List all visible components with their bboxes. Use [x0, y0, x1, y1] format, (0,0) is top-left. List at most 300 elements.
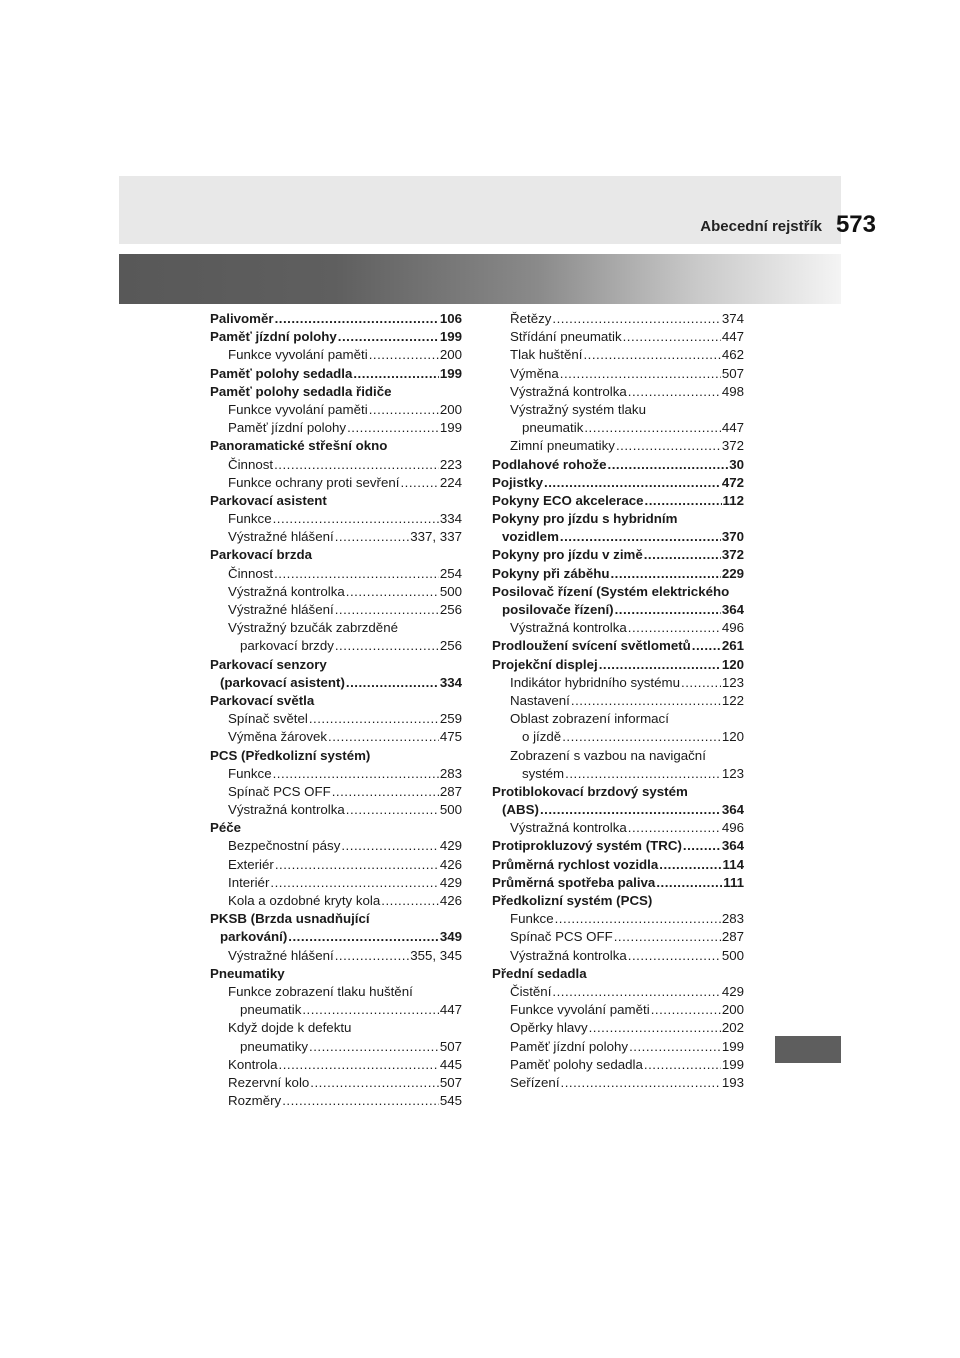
- dot-leader: [335, 528, 410, 546]
- index-entry: [210, 456, 462, 474]
- dot-leader: [659, 856, 721, 874]
- index-entry-page: 256: [439, 638, 462, 654]
- index-entry: [210, 837, 462, 855]
- index-entry: [210, 637, 462, 655]
- dot-leader: [335, 601, 439, 619]
- index-entry: [210, 856, 462, 874]
- index-entry-page: 122: [721, 692, 744, 708]
- index-entry-page: 334: [439, 511, 462, 527]
- index-entry: [492, 892, 744, 910]
- dot-leader: [310, 1074, 439, 1092]
- index-entry-text: Spínač světel: [228, 711, 308, 727]
- index-entry-page: 123: [721, 765, 744, 781]
- index-entry: [210, 492, 462, 510]
- index-entry: [210, 765, 462, 783]
- index-entry: [492, 1056, 744, 1074]
- dot-leader: [346, 801, 439, 819]
- index-entry-text: Střídání pneumatik: [510, 329, 622, 345]
- index-entry: [492, 601, 744, 619]
- index-entry-page: 447: [721, 420, 744, 436]
- index-entry-page: 112: [722, 492, 744, 508]
- index-entry-page: 507: [439, 1074, 462, 1090]
- index-entry-text: Péče: [210, 820, 242, 836]
- dot-leader: [540, 801, 721, 819]
- index-entry: [492, 692, 744, 710]
- index-entry: [210, 983, 462, 1001]
- index-entry: [492, 856, 744, 874]
- index-entry-text: (ABS): [502, 802, 539, 818]
- index-entry-text: Prodloužení svícení světlometů: [492, 638, 691, 654]
- index-entry: [210, 619, 462, 637]
- index-entry-page: 254: [439, 565, 462, 581]
- index-entry-text: Výměna: [510, 365, 559, 381]
- dot-leader: [656, 874, 722, 892]
- index-entry-text: Funkce zobrazení tlaku huštění: [228, 983, 413, 999]
- index-entry-text: Paměť polohy sedadla: [210, 365, 353, 381]
- dot-leader: [273, 765, 439, 783]
- index-entry: [210, 365, 462, 383]
- index-entry-page: 498: [721, 383, 744, 399]
- index-entry-page: 372: [721, 547, 744, 563]
- index-entry-text: Pokyny pro jízdu v zimě: [492, 547, 643, 563]
- index-entry-text: Funkce vyvolání paměti: [228, 401, 368, 417]
- index-entry-text: PCS (Předkolizní systém): [210, 747, 371, 763]
- index-entry: [210, 1074, 462, 1092]
- index-entry: [210, 510, 462, 528]
- index-entry: [492, 728, 744, 746]
- index-entry: [492, 346, 744, 364]
- index-entry-page: 106: [439, 311, 462, 326]
- index-entry-page: 496: [721, 620, 744, 636]
- index-entry: [210, 1056, 462, 1074]
- index-entry: [492, 947, 744, 965]
- index-entry-page: 224: [439, 474, 462, 490]
- dot-leader: [681, 674, 721, 692]
- index-entry-page: 374: [721, 311, 744, 326]
- dot-leader: [279, 1056, 439, 1074]
- index-entry-page: 30: [729, 456, 744, 472]
- index-entry-page: 426: [439, 856, 462, 872]
- dot-leader: [552, 983, 720, 1001]
- index-entry: [492, 710, 744, 728]
- dot-leader: [400, 474, 438, 492]
- dot-leader: [328, 728, 439, 746]
- index-entry: [210, 474, 462, 492]
- index-entry-text: Předkolizní systém (PCS): [492, 893, 653, 908]
- index-entry-text: posilovače řízení): [502, 602, 614, 617]
- index-entry-text: Výstražný systém tlaku: [510, 401, 646, 417]
- index-entry-text: Opěrky hlavy: [510, 1020, 588, 1036]
- index-entry: [210, 383, 462, 401]
- index-entry-text: Pojistky: [492, 474, 543, 490]
- dot-leader: [644, 1056, 721, 1074]
- index-entry-page: 496: [721, 820, 744, 836]
- index-entry: [210, 874, 462, 892]
- index-entry-text: Činnost: [228, 565, 274, 581]
- index-entry-text: Paměť jízdní polohy: [228, 420, 347, 436]
- index-entry: [492, 747, 744, 765]
- index-entry: [492, 383, 744, 401]
- dot-leader: [288, 928, 439, 946]
- index-entry-text: Funkce vyvolání paměti: [228, 347, 368, 363]
- dot-leader: [309, 1038, 439, 1056]
- index-entry-page: 199: [439, 420, 462, 436]
- index-entry-page: 199: [439, 329, 462, 345]
- index-entry-text: Funkce: [510, 911, 554, 927]
- index-entry: [492, 910, 744, 928]
- index-entry: [210, 1019, 462, 1037]
- index-entry-text: PKSB (Brzda usnadňující: [210, 911, 370, 927]
- index-entry-text: parkování): [220, 929, 288, 945]
- index-entry: [492, 619, 744, 637]
- index-entry: [210, 1092, 462, 1110]
- header-gradient-bar: [119, 254, 841, 304]
- index-entry-text: Spínač PCS OFF: [228, 783, 331, 799]
- dot-leader: [309, 710, 439, 728]
- dot-leader: [562, 728, 721, 746]
- dot-leader: [565, 765, 721, 783]
- index-entry-text: Kontrola: [228, 1056, 278, 1072]
- index-entry: [210, 546, 462, 564]
- dot-leader: [616, 437, 721, 455]
- index-entry-text: (parkovací asistent): [220, 674, 345, 690]
- index-entry: [492, 765, 744, 783]
- index-entry: [492, 1038, 744, 1056]
- dot-leader: [628, 947, 721, 965]
- index-entry-page: 472: [721, 474, 744, 490]
- index-entry-text: Panoramatické střešní okno: [210, 438, 388, 454]
- index-entry: [492, 674, 744, 692]
- index-entry: [492, 1001, 744, 1019]
- index-entry: [210, 346, 462, 364]
- index-entry-text: pneumatiky: [240, 1038, 308, 1054]
- dot-leader: [560, 528, 721, 546]
- dot-leader: [341, 837, 438, 855]
- dot-leader: [369, 346, 439, 364]
- index-entry-text: Parkovací brzda: [210, 547, 312, 563]
- dot-leader: [644, 546, 721, 564]
- index-entry-text: Výstražná kontrolka: [510, 820, 627, 836]
- index-entry-text: Přední sedadla: [492, 965, 587, 981]
- index-entry-page: 123: [721, 674, 744, 690]
- index-entry: [210, 565, 462, 583]
- index-entry-page: 429: [439, 874, 462, 890]
- index-entry-text: Rezervní kolo: [228, 1074, 310, 1090]
- index-entry: [210, 583, 462, 601]
- index-entry-text: Exteriér: [228, 856, 274, 872]
- index-entry: [210, 437, 462, 455]
- dot-leader: [629, 1038, 721, 1056]
- index-entry-page: 120: [721, 656, 744, 672]
- index-entry-page: 256: [439, 602, 462, 617]
- index-entry-text: Zobrazení s vazbou na navigační: [510, 747, 706, 763]
- index-entry: [210, 947, 462, 965]
- index-entry: [492, 419, 744, 437]
- index-entry-text: Výstražné hlášení: [228, 529, 334, 545]
- dot-leader: [628, 383, 721, 401]
- index-entry-page: 283: [721, 911, 744, 927]
- index-entry-text: Pokyny pro jízdu s hybridním: [492, 511, 678, 527]
- index-entry-page: 223: [439, 456, 462, 472]
- dot-leader: [610, 565, 720, 583]
- index-entry: [492, 637, 744, 655]
- page-header-title: Abecední rejstřík: [700, 218, 822, 235]
- index-entry-page: 337, 337: [410, 529, 462, 545]
- dot-leader: [369, 401, 439, 419]
- dot-leader: [628, 619, 721, 637]
- index-entry: [210, 747, 462, 765]
- index-entry-text: Pneumatiky: [210, 965, 285, 981]
- index-entry-page: 200: [439, 347, 462, 363]
- index-entry-text: Funkce vyvolání paměti: [510, 1002, 650, 1018]
- index-entry: [210, 928, 462, 946]
- index-entry-text: Výstražné hlášení: [228, 602, 334, 617]
- index-entry-text: Výstražná kontrolka: [228, 583, 345, 599]
- index-entry-text: Parkovací světla: [210, 692, 315, 708]
- index-entry-text: Výstražná kontrolka: [510, 383, 627, 399]
- index-entry-text: Průměrná rychlost vozidla: [492, 856, 659, 872]
- index-entry: [492, 965, 744, 983]
- index-entry-page: 364: [721, 838, 744, 854]
- index-entry-text: Tlak huštění: [510, 347, 583, 363]
- dot-leader: [273, 510, 439, 528]
- index-entry-page: 445: [439, 1056, 462, 1072]
- index-entry-page: 462: [721, 347, 744, 363]
- index-entry: [210, 310, 462, 328]
- index-entry-text: Výstražný bzučák zabrzděné: [228, 620, 398, 636]
- index-entry-text: Paměť jízdní polohy: [510, 1038, 629, 1054]
- dot-leader: [302, 1001, 438, 1019]
- dot-leader: [692, 637, 721, 655]
- dot-leader: [274, 456, 439, 474]
- index-entry-page: 111: [723, 874, 744, 890]
- index-entry: [492, 365, 744, 383]
- dot-leader: [332, 783, 439, 801]
- dot-leader: [584, 419, 720, 437]
- index-entry: [492, 328, 744, 346]
- index-entry: [210, 892, 462, 910]
- index-entry-text: Spínač PCS OFF: [510, 929, 613, 945]
- index-entry-text: o jízdě: [522, 729, 562, 745]
- index-entry-text: Nastavení: [510, 692, 570, 708]
- index-entry-text: Projekční displej: [492, 656, 598, 672]
- index-entry-page: 199: [439, 365, 462, 381]
- dot-leader: [608, 456, 729, 474]
- index-entry-text: Podlahové rohože: [492, 456, 607, 472]
- index-entry-text: systém: [522, 765, 565, 781]
- index-entry: [210, 783, 462, 801]
- index-entry-page: 259: [439, 711, 462, 727]
- index-entry: [492, 928, 744, 946]
- index-entry-text: Průměrná spotřeba paliva: [492, 874, 656, 890]
- dot-leader: [628, 819, 721, 837]
- dot-leader: [555, 910, 721, 928]
- index-entry-text: Výstražná kontrolka: [228, 802, 345, 818]
- index-entry-text: pneumatik: [240, 1002, 302, 1018]
- index-entry-text: Čistění: [510, 983, 552, 999]
- index-entry-text: Řetězy: [510, 311, 552, 326]
- index-entry-page: 200: [439, 401, 462, 417]
- index-entry: [210, 656, 462, 674]
- index-entry-page: 372: [721, 438, 744, 454]
- index-entry: [492, 528, 744, 546]
- dot-leader: [651, 1001, 721, 1019]
- index-entry-page: 114: [722, 856, 744, 872]
- index-column-right: [492, 310, 744, 1092]
- index-entry-text: Posilovač řízení (Systém elektrického: [492, 583, 730, 599]
- index-entry: [492, 437, 744, 455]
- index-entry: [210, 728, 462, 746]
- index-entry-text: Výměna žárovek: [228, 729, 328, 745]
- dot-leader: [560, 365, 721, 383]
- index-entry-page: 500: [721, 947, 744, 963]
- index-entry: [210, 1001, 462, 1019]
- dot-leader: [347, 419, 439, 437]
- index-entry: [210, 819, 462, 837]
- index-entry-page: 364: [721, 602, 744, 617]
- index-entry-text: Zimní pneumatiky: [510, 438, 615, 454]
- index-entry: [492, 510, 744, 528]
- dot-leader: [270, 874, 438, 892]
- dot-leader: [335, 947, 410, 965]
- index-entry: [492, 837, 744, 855]
- index-entry-page: 545: [439, 1093, 462, 1109]
- dot-leader: [353, 365, 438, 383]
- index-entry-page: 200: [721, 1002, 744, 1018]
- index-entry-page: 199: [721, 1056, 744, 1072]
- index-entry-text: Pokyny ECO akcelerace: [492, 492, 644, 508]
- index-entry-page: 447: [721, 329, 744, 345]
- dot-leader: [623, 328, 721, 346]
- index-entry-page: 287: [439, 783, 462, 799]
- index-entry-page: 507: [439, 1038, 462, 1054]
- index-entry-page: 370: [721, 529, 744, 545]
- index-entry-text: Protiprokluzový systém (TRC): [492, 838, 682, 854]
- index-entry-text: Výstražná kontrolka: [510, 620, 627, 636]
- index-entry-page: 283: [439, 765, 462, 781]
- dot-leader: [589, 1019, 721, 1037]
- index-entry-page: 349: [439, 929, 462, 945]
- index-entry: [492, 801, 744, 819]
- index-entry: [210, 910, 462, 928]
- index-entry-page: 429: [721, 983, 744, 999]
- index-entry-page: 500: [439, 802, 462, 818]
- index-entry-page: 429: [439, 838, 462, 854]
- index-entry: [210, 1038, 462, 1056]
- dot-leader: [571, 692, 721, 710]
- index-entry-text: Paměť polohy sedadla řidiče: [210, 383, 392, 399]
- index-entry: [492, 583, 744, 601]
- dot-leader: [346, 583, 439, 601]
- index-entry-page: 447: [439, 1002, 462, 1018]
- index-entry-text: pneumatik: [522, 420, 584, 436]
- dot-leader: [275, 856, 439, 874]
- index-entry-page: 507: [721, 365, 744, 381]
- index-entry-text: Kola a ozdobné kryty kola: [228, 893, 381, 908]
- index-entry-page: 287: [721, 929, 744, 945]
- index-entry: [210, 965, 462, 983]
- index-entry-text: Činnost: [228, 456, 274, 472]
- index-entry: [492, 1074, 744, 1092]
- index-entry: [492, 546, 744, 564]
- index-entry-text: Funkce ochrany proti sevření: [228, 474, 400, 490]
- index-entry: [210, 419, 462, 437]
- dot-leader: [346, 674, 439, 692]
- index-entry: [492, 983, 744, 1001]
- index-entry: [492, 1019, 744, 1037]
- dot-leader: [645, 492, 722, 510]
- index-entry: [492, 783, 744, 801]
- index-entry-page: 364: [721, 802, 744, 818]
- dot-leader: [552, 310, 720, 328]
- dot-leader: [683, 837, 721, 855]
- index-entry-text: Interiér: [228, 874, 270, 890]
- index-entry: [492, 492, 744, 510]
- index-entry-text: Palivoměr: [210, 311, 274, 326]
- index-entry-text: Výstražná kontrolka: [510, 947, 627, 963]
- index-entry: [492, 310, 744, 328]
- index-entry-text: Paměť polohy sedadla: [510, 1056, 643, 1072]
- dot-leader: [338, 328, 439, 346]
- index-entry: [492, 401, 744, 419]
- index-entry: [492, 656, 744, 674]
- index-entry: [210, 801, 462, 819]
- page-number: 573: [835, 211, 876, 238]
- index-entry-text: Parkovací senzory: [210, 656, 327, 672]
- index-entry-text: Funkce: [228, 511, 272, 527]
- dot-leader: [274, 565, 439, 583]
- section-thumb-tab: [775, 1036, 841, 1063]
- index-entry-text: Seřízení: [510, 1074, 560, 1090]
- index-entry-page: 334: [439, 674, 462, 690]
- dot-leader: [381, 892, 439, 910]
- index-entry-page: 229: [721, 565, 744, 581]
- dot-leader: [614, 928, 721, 946]
- index-entry-text: parkovací brzdy: [240, 638, 334, 654]
- index-entry-text: Parkovací asistent: [210, 492, 327, 508]
- index-entry-text: Rozměry: [228, 1093, 282, 1109]
- index-entry: [210, 710, 462, 728]
- dot-leader: [282, 1092, 439, 1110]
- index-entry-page: 500: [439, 583, 462, 599]
- index-entry-text: Když dojde k defektu: [228, 1020, 352, 1036]
- index-entry-text: Výstražné hlášení: [228, 947, 334, 963]
- index-entry: [210, 601, 462, 619]
- index-entry-page: 475: [439, 729, 462, 745]
- index-entry: [210, 692, 462, 710]
- index-entry-page: 120: [721, 729, 744, 745]
- dot-leader: [335, 637, 439, 655]
- index-entry: [492, 456, 744, 474]
- index-entry: [492, 474, 744, 492]
- dot-leader: [544, 474, 721, 492]
- index-entry-text: Bezpečnostní pásy: [228, 838, 341, 854]
- dot-leader: [561, 1074, 721, 1092]
- index-entry-text: Oblast zobrazení informací: [510, 711, 669, 727]
- index-entry-page: 426: [439, 893, 462, 908]
- dot-leader: [599, 656, 721, 674]
- index-entry: [210, 528, 462, 546]
- index-entry-text: Funkce: [228, 765, 272, 781]
- index-entry-page: 199: [721, 1038, 744, 1054]
- index-entry-page: 261: [721, 638, 744, 654]
- index-entry-text: Indikátor hybridního systému: [510, 674, 680, 690]
- index-entry: [492, 819, 744, 837]
- index-entry-text: Protiblokovací brzdový systém: [492, 783, 688, 799]
- index-entry-text: Paměť jízdní polohy: [210, 329, 337, 345]
- index-entry-page: 193: [721, 1074, 744, 1090]
- dot-leader: [275, 310, 439, 328]
